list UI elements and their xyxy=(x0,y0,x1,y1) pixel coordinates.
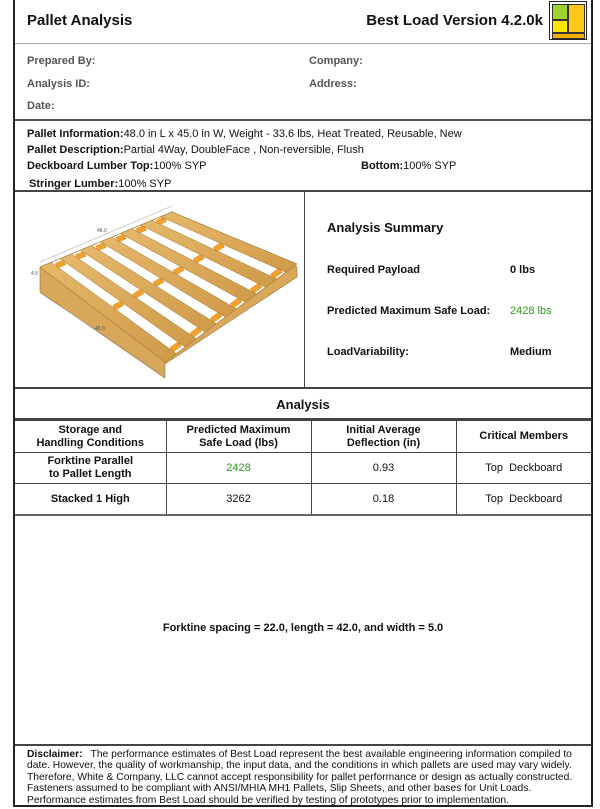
pallet-image xyxy=(15,192,305,387)
deflection-cell: 0.18 xyxy=(311,484,456,516)
disclaimer-label: Disclaimer: xyxy=(27,749,83,760)
stringer-lumber xyxy=(29,178,171,190)
analysis-title: Analysis xyxy=(15,389,591,420)
address-label: Address: xyxy=(309,78,357,90)
height-dimension-label: 4.5 xyxy=(31,271,38,277)
logo-green-block xyxy=(552,4,568,20)
pallet-description-value: Partial 4Way, DoubleFace , Non-reversible, Flush xyxy=(123,144,364,156)
disclaimer-text: The performance estimates of Best Load represent the best available engineering information compiled to date. However, the quality of workmanship, the input data, and the conditions in which pallets are used may vary widely. Therefore, White & Company, LLC cannot accept responsibility for pallet performance or design as actually constructed. Fasteners assumed to be compliant with ANSI/MHIA MH1 Pallets, Slip Sheets, and other bases for Unit Loads. Performance estimates from Best Load should be verified by testing of prototypes prior to implementation. xyxy=(27,749,573,806)
length-dimension-label: 48.0 xyxy=(97,228,107,234)
table-row xyxy=(15,453,591,484)
pallet-info-section xyxy=(15,121,591,192)
load-variability-value: Medium xyxy=(510,346,552,358)
bottom-label: Bottom: xyxy=(361,160,404,172)
deflection-cell: 0.93 xyxy=(311,453,456,484)
max-safe-load-value: 2428 lbs xyxy=(510,305,552,317)
col-header-safe-load: Predicted Maximum Safe Load (lbs) xyxy=(166,421,311,453)
logo-base-block xyxy=(552,33,585,39)
critical-members-cell: Top Deckboard xyxy=(456,484,591,516)
report-meta xyxy=(15,43,591,121)
best-load-logo-icon xyxy=(549,1,587,40)
pallet-information-value: 48.0 in L x 45.0 in W, Weight - 33.6 lbs, Heat Treated, Reusable, New xyxy=(123,128,462,140)
analysis-id-label: Analysis ID: xyxy=(27,78,90,90)
stringer-label: Stringer Lumber: xyxy=(29,178,119,190)
deckboard-top-value: 100% SYP xyxy=(153,160,207,172)
col-header-conditions: Storage and Handling Conditions xyxy=(15,421,166,453)
pallet-description xyxy=(27,144,364,156)
col-header-deflection: Initial Average Deflection (in) xyxy=(311,421,456,453)
critical-members-cell: Top Deckboard xyxy=(456,453,591,484)
stringer xyxy=(157,219,166,223)
stringer xyxy=(137,228,146,232)
required-payload-label: Required Payload xyxy=(327,264,420,276)
analysis-table xyxy=(15,420,591,516)
load-variability-label: LoadVariability: xyxy=(327,346,409,358)
condition-cell: Forktine Parallel to Pallet Length xyxy=(15,453,166,484)
report-title: Pallet Analysis xyxy=(27,12,133,29)
stringer xyxy=(117,236,126,240)
forktine-info: Forktine spacing = 22.0, length = 42.0, and width = 5.0 xyxy=(162,622,444,634)
stringer xyxy=(76,254,85,258)
pallet-information xyxy=(27,128,462,140)
deckboard-top-label: Deckboard Lumber Top: xyxy=(27,160,154,172)
deckboard-lumber-bottom xyxy=(361,160,456,172)
condition-cell: Stacked 1 High xyxy=(15,484,166,516)
logo-yellow-block xyxy=(552,20,568,33)
safe-load-cell: 2428 xyxy=(166,453,311,484)
col-header-critical: Critical Members xyxy=(456,421,591,453)
stringer xyxy=(56,262,65,266)
report-header xyxy=(15,0,591,44)
prepared-by-label: Prepared By: xyxy=(27,55,96,67)
report-page xyxy=(13,0,593,807)
max-safe-load-label: Predicted Maximum Safe Load: xyxy=(327,305,491,317)
pallet-information-label: Pallet Information: xyxy=(27,128,124,140)
stringer xyxy=(96,245,105,249)
safe-load-cell: 3262 xyxy=(166,484,311,516)
analysis-summary xyxy=(305,192,591,387)
table-row xyxy=(15,484,591,516)
disclaimer xyxy=(15,744,591,806)
stringer-value: 100% SYP xyxy=(118,178,172,190)
deckboard-lumber-top xyxy=(27,160,207,172)
version-label: Best Load Version 4.2.0k xyxy=(366,12,543,29)
analysis-table-header xyxy=(15,421,591,453)
overview-section xyxy=(15,192,591,389)
analysis-summary-heading: Analysis Summary xyxy=(327,220,444,235)
logo-orange-block xyxy=(568,4,585,33)
pallet-description-label: Pallet Description: xyxy=(27,144,124,156)
date-label: Date: xyxy=(27,100,55,112)
required-payload-value: 0 lbs xyxy=(510,264,536,276)
bottom-value: 100% SYP xyxy=(403,160,457,172)
width-dimension-label: 45.0 xyxy=(95,326,105,332)
company-label: Company: xyxy=(309,55,363,67)
pallet-3d-icon xyxy=(15,192,304,387)
